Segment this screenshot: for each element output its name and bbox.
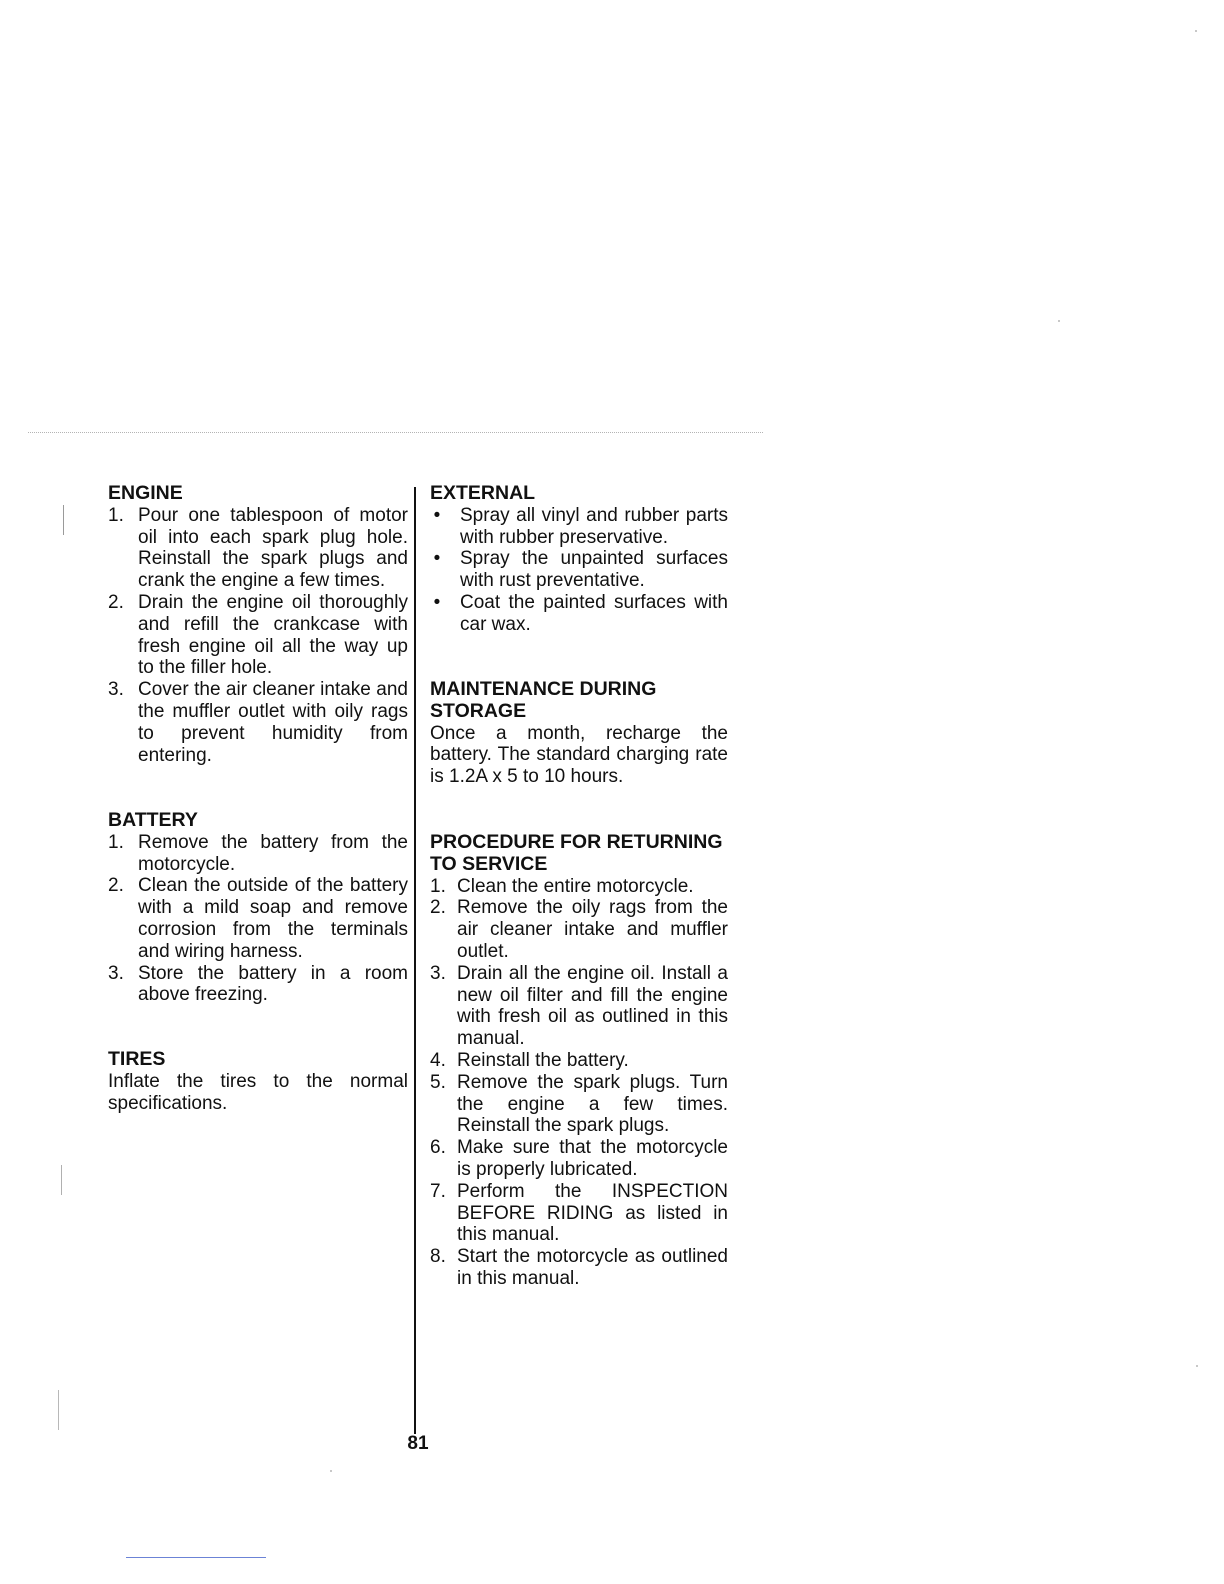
scan-speck [58,1390,59,1430]
tires-text: Inflate the tires to the normal specifications. [108,1070,408,1114]
step-text: Start the motorcycle as outlined in this manual. [457,1246,728,1289]
tires-section [108,1049,408,1114]
maintenance-heading-line2: STORAGE [430,699,527,722]
step-text: Remove the oily rags from the air cleaner intake and muffler outlet. [457,897,728,962]
bullet-icon: • [433,548,441,570]
step-number: 3. [430,962,446,984]
battery-step-3 [108,963,408,1007]
step-number: 3. [108,962,124,984]
column-divider [414,487,416,1434]
step-number: 7. [430,1180,446,1202]
step-text: Drain the engine oil thoroughly and refill the crankcase with fresh engine oil all the way up to the filler hole. [138,591,408,679]
procedure-step-4 [430,1050,728,1072]
procedure-step-7 [430,1181,728,1246]
engine-steps [108,505,408,767]
engine-step-2 [108,592,408,679]
engine-section [108,483,408,766]
scan-speck [1195,30,1197,32]
bullet-icon: • [433,591,441,613]
scan-speck [1058,320,1060,322]
step-number: 4. [430,1049,446,1071]
step-number: 2. [108,875,124,897]
step-text: Clean the outside of the battery with a mild soap and remove corrosion from the terminals and wiring harness. [138,875,408,962]
external-bullet-2 [430,548,728,592]
external-section [430,483,728,636]
procedure-step-3 [430,963,728,1050]
external-bullets [430,505,728,636]
engine-step-3 [108,679,408,766]
tires-heading: TIRES [108,1048,166,1070]
battery-step-2 [108,875,408,962]
maintenance-section [430,679,728,788]
procedure-step-5 [430,1072,728,1137]
step-text: Store the battery in a room above freezing. [138,962,408,1006]
page-number: 81 [407,1433,429,1454]
procedure-step-2 [430,897,728,962]
step-text: Make sure that the motorcycle is properly lubricated. [457,1137,728,1180]
step-number: 3. [108,679,124,701]
step-number: 1. [430,875,446,897]
step-text: Remove the battery from the motorcycle. [138,831,408,875]
step-text: Clean the entire motorcycle. [457,875,694,897]
procedure-steps [430,876,728,1290]
procedure-heading-line2: TO SERVICE [430,852,548,875]
scan-dotted-rule [28,432,763,433]
scan-speck [330,1470,332,1472]
battery-steps [108,832,408,1006]
procedure-step-8 [430,1246,728,1290]
engine-step-1 [108,505,408,592]
scan-speck [1196,1365,1198,1367]
step-number: 2. [108,591,124,613]
battery-heading: BATTERY [108,809,198,831]
maintenance-text: Once a month, recharge the battery. The standard charging rate is 1.2A x 5 to 10 hours. [430,722,728,788]
step-number: 1. [108,504,124,526]
external-heading: EXTERNAL [430,482,536,504]
step-text: Drain all the engine oil. Install a new oil filter and fill the engine with fresh oil as outlined in this manual. [457,962,728,1050]
battery-step-1 [108,832,408,876]
scan-speck [63,505,64,535]
step-number: 6. [430,1137,446,1159]
step-number: 8. [430,1246,446,1268]
bullet-text: Spray all vinyl and rubber parts with rubber preservative. [460,504,728,548]
step-text: Cover the air cleaner intake and the muffler outlet with oily rags to prevent humidity from entering. [138,679,408,766]
procedure-heading-line1: PROCEDURE FOR RETURNING [430,831,723,853]
procedure-heading [430,832,728,876]
external-bullet-3 [430,592,728,636]
step-text: Remove the spark plugs. Turn the engine a few times. Reinstall the spark plugs. [457,1071,728,1137]
maintenance-heading [430,679,728,723]
procedure-step-1 [430,876,728,898]
procedure-step-6 [430,1137,728,1181]
procedure-section [430,832,728,1290]
scan-speck [61,1165,62,1195]
scan-underline-artifact [126,1557,266,1558]
step-text: Perform the INSPECTION BEFORE RIDING as listed in this manual. [457,1180,728,1246]
bullet-text: Coat the painted surfaces with car wax. [460,591,728,635]
step-number: 5. [430,1071,446,1093]
bullet-text: Spray the unpainted surfaces with rust preventative. [460,548,728,592]
engine-heading: ENGINE [108,482,183,504]
maintenance-heading-line1: MAINTENANCE DURING [430,678,657,700]
step-text: Pour one tablespoon of motor oil into each spark plug hole. Reinstall the spark plugs and crank the engine a few times. [138,504,408,592]
step-number: 2. [430,897,446,919]
step-number: 1. [108,831,124,853]
external-bullet-1 [430,505,728,549]
step-text: Reinstall the battery. [457,1049,629,1071]
bullet-icon: • [433,504,441,526]
battery-section [108,810,408,1006]
